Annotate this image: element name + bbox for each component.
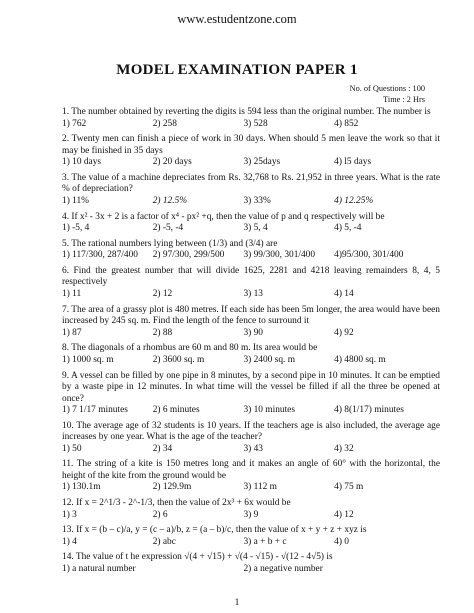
option-2: 2) -5, -4 [152, 223, 184, 234]
option-1: 1) 130.1m [62, 482, 101, 493]
option-4: 4) l5 days [334, 157, 372, 168]
option-4: 4) 852 [334, 118, 359, 129]
option-row [62, 328, 440, 340]
option-4: 4) 4800 sq. m [334, 354, 386, 365]
option-1: 1) 11 [62, 288, 82, 299]
option-3: 3) 10 minutes [243, 405, 295, 415]
option-4: 4) 12.25% [334, 195, 374, 206]
question-list [62, 107, 440, 580]
option-1: 1) 50 [62, 443, 82, 454]
option-1: 1) 87 [62, 327, 82, 338]
option-2: 2) 6 [152, 509, 168, 520]
option-4: 4) 92 [334, 327, 354, 338]
option-row [62, 289, 440, 301]
question-text: 3. The value of a machine depreciates from Rs. 32,768 to Rs. 21,952 in three years. What is the rate % of depreciation? [62, 172, 440, 195]
option-1: 1) 117/300, 287/400 [62, 250, 138, 261]
option-3: 3) 43 [243, 443, 263, 454]
option-4: 4)95/300, 301/400 [334, 250, 404, 261]
option-row [62, 444, 440, 456]
option-row [62, 119, 440, 131]
question-14 [62, 552, 440, 575]
option-4: 4) 75 m [334, 482, 364, 493]
question-text: 8. The diagonals of a rhombus are 60 m and 80 m. Its area would be [62, 343, 318, 354]
option-4: 4) 32 [334, 443, 354, 454]
option-3: 3) 33% [243, 195, 271, 206]
option-1: 1) 762 [62, 118, 87, 129]
question-text: 6. Find the greatest number that will divide 1625, 2281 and 4218 leaving remainders 8, 4, 5 respectively [62, 265, 440, 288]
option-2: 2) 129.9m [152, 482, 192, 493]
option-row [62, 223, 440, 235]
question-text: 11. The string of a kite is 150 metres long and it makes an angle of 60° with the horizontal, the height of the kite from the ground would be [62, 459, 440, 481]
page-title: MODEL EXAMINATION PAPER 1 [116, 62, 358, 78]
question-4 [62, 212, 440, 235]
option-4: 4) 5, -4 [334, 223, 362, 234]
time-limit: Time : 2 Hrs [383, 95, 425, 104]
option-2: 2) 12.5% [152, 195, 188, 206]
question-7 [62, 305, 440, 340]
option-3: 3) 528 [243, 118, 268, 129]
question-text: 9. A vessel can be filled by one pipe in 8 minutes, by a second pipe in 10 minutes. It can be emptied by a waste pipe in 12 minutes. In what time will the vessel be filled if all the three be opened at once? [62, 370, 440, 404]
option-2: 2) 34 [152, 443, 173, 454]
question-13 [62, 525, 440, 548]
question-text: 5. The rational numbers lying between (1/3) and (3/4) are [62, 238, 278, 249]
option-row [62, 564, 440, 576]
question-5 [62, 239, 440, 262]
option-row [62, 250, 440, 262]
option-1: 1) 7 1/17 minutes [62, 405, 128, 415]
question-text: 13. If x = (b – c)/a, y = (c – a)/b, z = (a – b)/c, then the value of x + y + z + xyz is [62, 525, 367, 536]
question-8 [62, 343, 440, 366]
option-3: 3) 25days [243, 157, 281, 168]
option-4: 4) 0 [334, 536, 349, 547]
option-row [62, 537, 440, 549]
option-row [62, 510, 440, 522]
option-2: 2) abc [152, 536, 176, 547]
option-1: 1) -5, 4 [62, 223, 90, 234]
question-2 [62, 134, 440, 169]
option-2: 2) a negative number [243, 563, 323, 574]
option-1: 1) 4 [62, 536, 77, 547]
option-3: 3) 9 [243, 509, 259, 520]
option-row [62, 355, 440, 367]
question-text: 10. The average age of 32 students is 10 years. If the teachers age is also included, the average age increases by one year. What is the age of the teacher? [62, 420, 440, 443]
question-count: No. of Questions : 100 [349, 84, 425, 93]
option-2: 2) 6 minutes [152, 405, 200, 415]
question-text: 1. The number obtained by reverting the digits is 594 less than the original number. The number is [62, 107, 431, 117]
option-2: 2) 12 [152, 288, 173, 299]
option-4: 4) 8(1/17) minutes [334, 405, 404, 415]
option-1: 1) 11% [62, 195, 89, 206]
question-text: 12. If x = 2^1/3 - 2^-1/3, then the value of 2x³ + 6x would be [62, 498, 291, 509]
option-3: 3) 5, 4 [243, 223, 268, 234]
question-text: 14. The value of t he expression √(4 + √15) + √(4 - √15) - √(12 - 4√5) is [62, 552, 333, 563]
option-2: 2) 258 [152, 118, 177, 129]
question-text: 2. Twenty men can finish a piece of work in 30 days. When should 5 men leave the work so that it may be finished in 35 days [62, 134, 440, 156]
option-4: 4) 14 [334, 288, 354, 299]
option-2: 2) 97/300, 299/500 [152, 250, 225, 261]
option-2: 2) 20 days [152, 157, 192, 168]
page-number: 1 [234, 598, 240, 608]
option-row [62, 196, 440, 208]
option-row [62, 482, 440, 494]
option-row [62, 157, 440, 169]
option-3: 3) 2400 sq. m [243, 354, 295, 365]
option-2: 2) 3600 sq. m [152, 354, 205, 365]
option-3: 3) 112 m [243, 482, 277, 493]
option-1: 1) 1000 sq. m [62, 354, 114, 365]
option-2: 2) 88 [152, 327, 173, 338]
question-1 [62, 107, 440, 130]
question-text: 4. If x² - 3x + 2 is a factor of x⁴ - px² +q, then the value of p and q respectively will be [62, 211, 385, 222]
question-6 [62, 266, 440, 301]
question-text: 7. The area of a grassy plot is 480 metres. If each side has been 5m longer, the area would have been increased by 245 sq. m. Find the length of the fence to surround it [62, 304, 440, 327]
option-3: 3) a + b + c [243, 536, 287, 547]
question-9 [62, 371, 440, 417]
option-4: 4) 12 [334, 509, 354, 520]
option-3: 3) 99/300, 301/400 [243, 250, 316, 261]
question-10 [62, 421, 440, 456]
question-12 [62, 498, 440, 521]
option-3: 3) 90 [243, 327, 263, 338]
option-1: 1) a natural number [62, 563, 136, 574]
site-url: www.estudentzone.com [177, 12, 297, 26]
question-11 [62, 459, 440, 494]
option-row [62, 405, 440, 417]
option-1: 1) 3 [62, 509, 77, 520]
option-3: 3) 13 [243, 288, 263, 299]
option-1: 1) 10 days [62, 157, 102, 168]
question-3 [62, 173, 440, 208]
